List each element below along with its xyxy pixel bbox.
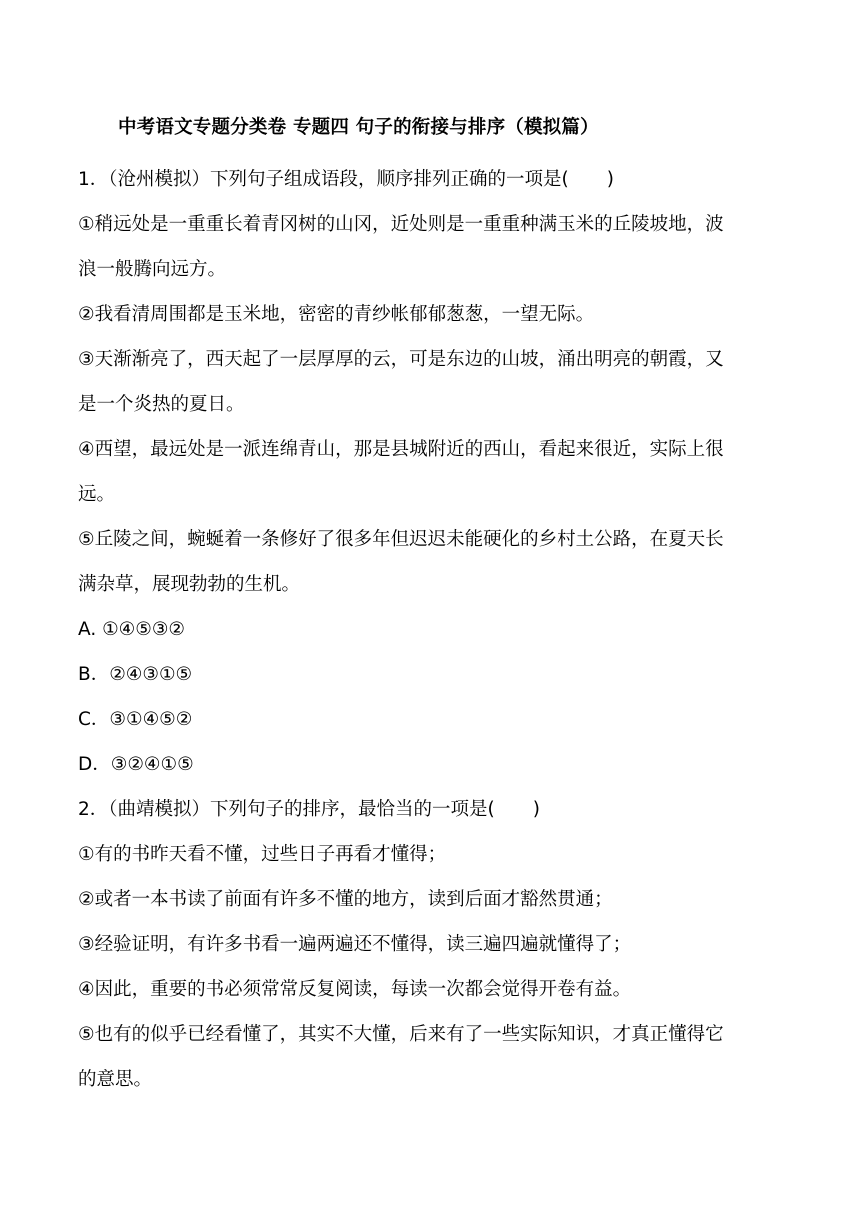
sentence-line: ③天渐渐亮了，西天起了一层厚厚的云，可是东边的山坡，涌出明亮的朝霞，又 — [78, 349, 724, 370]
question-prompt: 下列句子组成语段，顺序排列正确的一项是( — [210, 169, 569, 190]
document-body — [78, 157, 784, 1102]
option-d[interactable]: D．③②④①⑤ — [78, 754, 194, 775]
question-1-sentence-3 — [78, 337, 784, 427]
question-close-paren: ) — [532, 799, 540, 820]
question-prompt: 下列句子的排序，最恰当的一项是( — [210, 799, 495, 820]
question-2-sentence-2 — [78, 877, 784, 922]
sentence-line: ④因此，重要的书必须常常反复阅读，每读一次都会觉得开卷有益。 — [78, 979, 632, 1000]
question-close-paren: ) — [606, 169, 614, 190]
sentence-line: ⑤也有的似乎已经看懂了，其实不大懂，后来有了一些实际知识，才真正懂得它 — [78, 1024, 724, 1045]
question-1-sentence-4 — [78, 427, 784, 517]
sentence-line: 满杂草，展现勃勃的生机。 — [78, 574, 301, 595]
sentence-line: ①有的书昨天看不懂，过些日子再看才懂得； — [78, 844, 447, 865]
question-source: （曲靖模拟） — [108, 799, 211, 820]
question-2-sentence-3 — [78, 922, 784, 967]
question-number: 2． — [78, 799, 109, 820]
sentence-line: ②或者一本书读了前面有许多不懂的地方，读到后面才豁然贯通； — [78, 889, 613, 910]
sentence-line: ⑤丘陵之间，蜿蜒着一条修好了很多年但迟迟未能硬化的乡村土公路，在夏天长 — [78, 529, 724, 550]
option-b[interactable]: B．②④③①⑤ — [78, 664, 193, 685]
question-1-sentence-1 — [78, 202, 784, 292]
question-1-sentence-5 — [78, 517, 784, 607]
sentence-line: 浪一般腾向远方。 — [78, 259, 227, 280]
question-1-heading — [78, 157, 784, 202]
sentence-line: ②我看清周围都是玉米地，密密的青纱帐郁郁葱葱，一望无际。 — [78, 304, 595, 325]
sentence-line: ③经验证明，有许多书看一遍两遍还不懂得，读三遍四遍就懂得了； — [78, 934, 632, 955]
sentence-line: 是一个炎热的夏日。 — [78, 394, 245, 415]
sentence-line: 远。 — [78, 484, 116, 505]
question-source: （沧州模拟） — [108, 169, 211, 190]
question-1-sentence-2 — [78, 292, 784, 337]
sentence-line: ④西望，最远处是一派连绵青山，那是县城附近的西山，看起来很近，实际上很 — [78, 439, 724, 460]
question-2-sentence-4 — [78, 967, 784, 1012]
question-2-sentence-5 — [78, 1012, 784, 1102]
question-number: 1． — [78, 169, 109, 190]
option-a[interactable]: A. ①④⑤③② — [78, 619, 186, 640]
question-2-heading — [78, 787, 784, 832]
sentence-line: ①稍远处是一重重长着青冈树的山冈，近处则是一重重种满玉米的丘陵坡地，波 — [78, 214, 724, 235]
option-c[interactable]: C．③①④⑤② — [78, 709, 193, 730]
question-2-sentence-1 — [78, 832, 784, 877]
sentence-line: 的意思。 — [78, 1069, 153, 1090]
page-title: 中考语文专题分类卷 专题四 句子的衔接与排序（模拟篇） — [118, 117, 599, 138]
